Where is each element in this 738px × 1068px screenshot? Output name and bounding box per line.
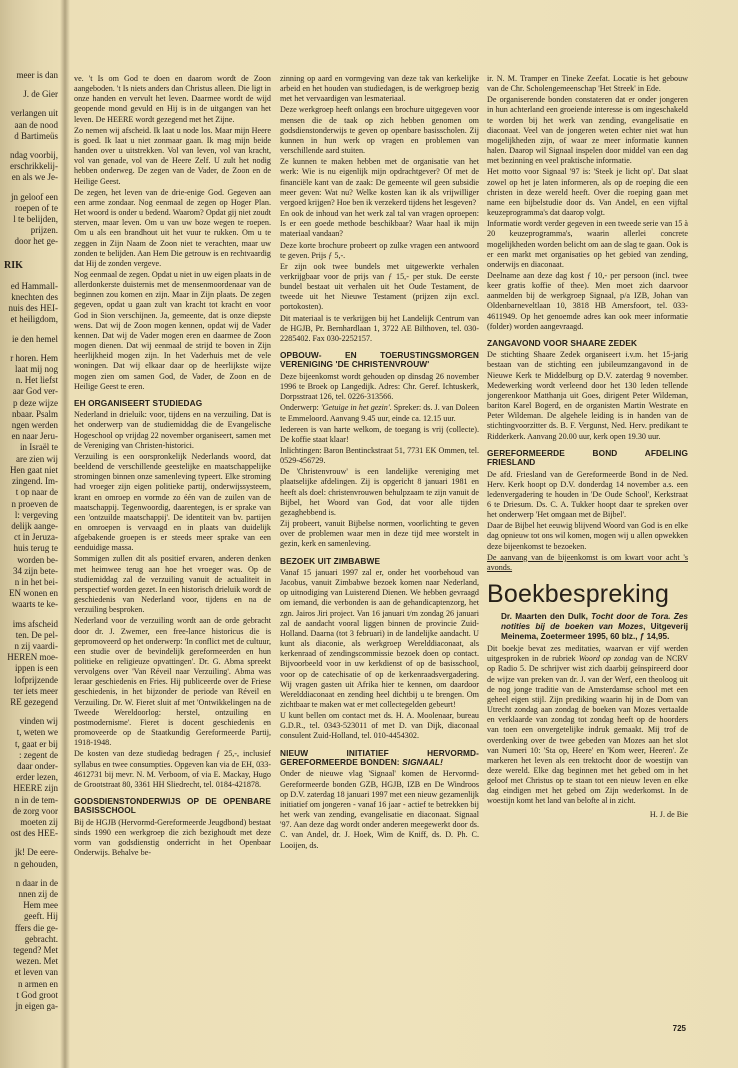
prev-page-line: ed Hammall- (10, 280, 58, 291)
paragraph (280, 403, 479, 423)
paragraph: Informatie wordt verder gegeven in een tweede serie van 15 à 20 keuzeprogramma's, waarin allerlei concrete mogelijkheden worden belicht om aan de slag te gaan. Ook is er een markt met organisaties op het gebied van zending, onderwijs en diaconaat. (487, 219, 688, 269)
paragraph (487, 553, 688, 573)
prev-page-line: ngen werden (11, 420, 58, 431)
author: Dr. Maarten den Dulk, (501, 612, 592, 622)
page-number: 725 (672, 1024, 686, 1033)
book-citation (487, 612, 688, 642)
program-name: Woord op zondag (578, 654, 638, 664)
prev-page-line: erschrikkelij- (10, 161, 58, 172)
prev-page-line: ims afscheid (12, 618, 58, 629)
paragraph: De afd. Friesland van de Gereformeerde Bond in de Ned. Herv. Kerk hoopt op D.V. donderdag 14 november a.s. een ledenvergadering te houden in 'De Oude School', Kerkstraat 6 te Driesum. Ds. C. A. Tukker hoopt daar te spreken over het onderwerp 'Het omgaan met de Bijbel'. (487, 469, 688, 520)
paragraph: ir. N. M. Tramper en Tineke Zeefat. Locatie is het gebouw van de Chr. Scholengemeenschap 'Het Streek' in Ede. (487, 74, 688, 94)
prev-page-line: ten. De pel- (15, 629, 58, 640)
paragraph: Er zijn ook twee bundels met uitgewerkte verhalen verkrijgbaar voor de prijs van ƒ 15,- per stuk. De eerste bundel bestaat uit verhalen uit het Oude Testament, de tweede uit het Nieuwe Testament (prijzen zijn excl. portokosten). (280, 261, 479, 312)
prev-page-line: de zorg voor (12, 805, 58, 816)
prev-page-line: n in het bei- (14, 576, 58, 587)
prev-page-line (0, 839, 62, 847)
prev-page-line (0, 81, 62, 89)
prev-page-line: en als we Je- (11, 172, 58, 183)
prev-page-line: aar God ver- (12, 386, 58, 397)
prev-page-line: ffers die ge- (14, 922, 58, 933)
prev-page-line: l te belijden, (13, 214, 58, 225)
prev-page-line: n in de tem- (14, 794, 58, 805)
paragraph: Deelname aan deze dag kost ƒ 10,- per persoon (incl. twee keer gratis koffie of thee). Men moet zich daarvoor aanmelden bij de werkgroep Signaal, p/a IZB, Johan van Oldenbarneveltlaan 10, 3818 HB Amersfoort, tel. 033-4611949. Op het genoemde adres kan ook meer informatie (folder) worden aangevraagd. (487, 270, 688, 331)
column-2 (280, 74, 479, 852)
prev-page-line: l: vergeving (14, 509, 58, 520)
review-signature: H. J. de Bie (649, 809, 688, 819)
prev-page-line: et heiligdom, (10, 314, 58, 325)
prev-page-line: delijk aange- (11, 520, 58, 531)
prev-page-line: en naar Jeru- (11, 431, 58, 442)
paragraph: Ze kunnen te maken hebben met de organisatie van het werk: Wie is nu eigenlijk mijn opdrachtgever? Of met de financiële kant van de zaak: De gemeente wil geen subsidie meer geven: Wat nu? Welke kosten kan ik als vrijwilliger vergoed krijgen? Hoe ben ik verzekerd tijdens het lesgeven? (280, 157, 479, 207)
prev-page-line: d Bartimeüs (14, 130, 58, 141)
section-heading: GEREFORMEERDE BOND AFDELING FRIESLAND (487, 447, 688, 468)
prev-page-line: lofprijzende (14, 674, 58, 685)
paragraph: De zegen, het leven van de drie-enige God. Gegeven aan een arme zondaar. Nog eenmaal de zegen op Hoger Plan. Het woord is onder u bedend. Waarom? Opdat gij niet zoudt sterven, maar leven. Om u van uw boze wegen te roepen. Om u als een brandhout uit het vuur te rukken. Om u te zeggen in Zijn Naam de Zoon niet te verachten, maar uw zonden te belijden. Aan Hem Die getrouw is en rechtvaardig dat Hij de zonden vergeve. (74, 187, 271, 268)
prev-page-line (0, 184, 62, 192)
paragraph: Nederland in drieluik: voor, tijdens en na verzuiling. Dat is het onderwerp van de studiemiddag die de Evangelische Hogeschool op vrijdag 22 november organiseert, samen met de Vereniging van Christen-historici. (74, 410, 271, 450)
prev-page-line: nbaar. Psalm (12, 408, 58, 419)
prev-page-line: t, weten we (16, 727, 58, 738)
prev-page-line: nnen zij de (18, 889, 58, 899)
prev-page-line: : zegent de (19, 749, 58, 760)
paragraph: Bij de HGJB (Hervormd-Gereformeerde Jeugdbond) bestaat sinds 1990 een werkgroep die zich bezighoudt met deze vorm van godsdienstig onderricht in het Openbaar Onderwijs. Behalve be- (74, 817, 271, 858)
paragraph: De 'Christenvrouw' is een landelijke vereniging met plaatselijke afdelingen. Zij is opgericht 8 januari 1981 en heeft als doel: christenvrouwen behulpzaam te zijn vanuit de Bijbel, het Woord van God, dat voor alle tijden gezaghebbend is. (280, 467, 479, 517)
prev-page-line (0, 870, 62, 878)
prev-page-line: t, gaat er bij (15, 738, 58, 749)
paragraph: Verzuiling is een oorspronkelijk Nederlands woord, dat beeldend de verschillende geestelijke en maatschappelijke stromingen binnen onze samenleving typeert. Elke stroming had vroeger zijn eigen politieke partij, onderwijssysteem, krant en omroep en vormde zo één van de zuilen van de maatschappij. Tegenwoordig, daarentegen, is er sprake van een 'ontzuilde maatschappij'. De identiteit van bv. partijen en omroepen is vervaagd en in plaats van duidelijk afgebakende groepen is er steeds meer sprake van een eenduidige massa. (74, 451, 271, 553)
prev-page-line: n zij vaardi- (14, 640, 58, 651)
paragraph: Iedereen is van harte welkom, de toegang is vrij (collecte). De koffie staat klaar! (280, 424, 479, 444)
prev-page-line: n. Het liefst (15, 375, 58, 386)
paragraph: Deze bijeenkomst wordt gehouden op dinsdag 26 november 1996 te Broek op Langedijk. Adres: Chr. Geref. Ichtuskerk, Dorpsstraat 126, tel. 0226-313566. (280, 371, 479, 402)
text-run: van de NCRV op Radio 5. De schrijver wist zich daarbij geïnspireerd door de wijze van preken van dr. J. van der Werf, een theoloog uit de nog jonge traditie van de Amsterdamse school met een geheel eigen stijl. Zijn prediking waarin hij in de Dom van Utrecht zondag aan zondag de boeken van Mozes vertaalde en verklaarde van zondag tot zondag heeft op de hoorders van toen een onvergetelijke indruk gemaakt. Mij trof de overdenking over de twee gebeden van Mozes aan het slot van Numeri 10: 'Sta op, Heere' en 'Kom weer, Heeren'. Ze markeren het leven als een trektocht door de woestijn van deze wereld. Elke dag beginnen met het gebed om in het geloof met Christus op te staan tot een nieuw leven en elke dag eindigen met het gebed om Zijn wederkomst. In de woestijn komt het land van belofte al in zicht. (487, 654, 688, 806)
section-heading: BEZOEK UIT ZIMBABWE (280, 555, 381, 566)
prev-page-line: jk! De eere- (15, 847, 58, 858)
prev-page-line: worden be- (17, 554, 58, 565)
paragraph: Sommigen zullen dit als positief ervaren, anderen denken met heimwee terug aan hoe het vroeger was. Op de studiemiddag zal de verzuiling vanuit de actualiteit in perspectief worden gezet. In een historisch drieluik wordt de geschiedenis van Nederland voor, tijdens en na de verzuiling besproken. (74, 554, 271, 615)
paragraph: Dit materiaal is te verkrijgen bij het Landelijk Centrum van de HGJB, Pr. Bernhardlaan 1, 3722 AE Bilthoven, tel. 030-2285402. Fax 030-2252157. (280, 313, 479, 343)
prev-page-line (0, 326, 62, 334)
paragraph: Deze korte brochure probeert op zulke vragen een antwoord te geven. Prijs ƒ 5,-. (280, 240, 479, 260)
prev-page-line: ter iets meer (13, 685, 58, 696)
prev-page-line: erder lezen, (16, 772, 58, 783)
prev-page-line: door het ge- (14, 236, 58, 247)
prev-page-line (0, 345, 62, 353)
topic-title: 'Getuige in het gezin' (320, 403, 390, 413)
paragraph: ve. 't Is om God te doen en daarom wordt de Zoon aangeboden. 't Is niets anders dan Christus alleen. Die ligt in onze handen en vervult het leven. Daarmee wordt de wijd geopende mond gevuld en Hij is in de uitgangen van het leven. De HEERE wordt gezegend met het Zijne. (74, 74, 271, 124)
previous-page-fragment (0, 70, 62, 1060)
paragraph: En ook de inhoud van het werk zal tal van vragen oproepen: Is er een goede methode beschikbaar? Waar haal ik mijn materiaal vandaan? (280, 209, 479, 239)
section-heading (280, 749, 479, 768)
prev-page-line: 34 zijn bete- (13, 565, 58, 576)
paragraph: Het motto voor Signaal '97 is: 'Steek je licht op'. Dat slaat zowel op het je laten informeren, als op de roeping die een christen in deze wereld heeft. Over die roeping gaan met name een bijbelstudie door ds. Van Andel, en een vijftal keuzeprogramma's dat daarop volgt. (487, 167, 688, 218)
prev-page-line: HEERE zijn (13, 783, 58, 794)
section-heading: OPBOUW- EN TOERUSTINGSMORGEN VERENIGING 'DE CHRISTENVROUW' (280, 350, 479, 370)
paragraph: Zo nemen wij afscheid. Ik laat u node los. Maar mijn Heere is goed. Ik laat u niet zonmaar gaan. Ik mag mijn beide handen over u uitstrekken. Vol van leven, vol van kracht, vol van genade, vol van de Heere Zelf. U zult het nodig hebben onderweg. De zegen van de Vader, de Zoon en de Heilige Geest. (74, 125, 271, 186)
prev-page-line: t God groot (16, 989, 58, 1000)
prev-page-line: roepen of te (15, 202, 58, 213)
prev-page-line: RIK (4, 259, 23, 271)
paragraph: Onder de nieuwe vlag 'Signaal' komen de Hervormd-Gereformeerde bonden GZB, HGJB, IZB en De Windroos op D.V. zaterdag 18 januari 1997 met een nieuw gezamenlijk initiatief om jongeren - vanaf 16 jaar - actief te betrekken bij het werk van zending, evangelisatie en diaconaat. Signaal '97. Aan deze dag wordt onder anderen meegewerkt door ds. C. van Andel, dr. J. Hoek, Wim de Kniff, ds. D. Ph. C. Looijen, ds. (280, 769, 479, 850)
text-run: Dit boekje bevat zes meditaties, waarvan er vijf werden uitgesproken in de rubriek (487, 644, 688, 664)
prev-page-line: nuis des HEI- (8, 303, 58, 314)
prev-page-line: prijzen. (30, 225, 58, 236)
publisher-info: , Uitgeverij Meinema, Zoetermeer 1995, 60 blz., ƒ 14,95. (501, 622, 688, 642)
section-heading: ZANGAVOND VOOR SHAARE ZEDEK (487, 337, 638, 348)
prev-page-line (0, 708, 62, 716)
prev-page-line: wezen. Met (16, 956, 58, 967)
prev-page-line: n gehouden, (14, 858, 58, 869)
prev-page-line: J. de Gier (23, 89, 58, 100)
paragraph: Nederland voor de verzuiling wordt aan de orde gebracht door dr. J. Zwemer, een free-lance historicus die is gepromoveerd op het onderwerp: 'In conflict met de cultuur, een studie over de bevindelijk gereformeerden en hun politieke en religieuze opvattingen'. Dr. G. Abma spreekt vervolgens over 'Van Réveil naar Verzuiling'. Abma was leraar geschiedenis en Fries. Hij publiceerde over de Friese geschiedenis, in het bijzonder de periode van Réveil en Verzuiling. Dr. W. Fieret sluit af met 'Ontwikkelingen na de Tweede Wereldoorlog: herstel, ontzuiling en postmodernisme'. Fieret is docent geschiedenis en promoveerde op de Staatkundig Gereformeerde Partij, 1918-1948. (74, 616, 271, 748)
prev-page-line: moeten zij (20, 816, 58, 827)
prev-page-line: ndag voorbij, (10, 150, 58, 161)
prev-page-line: jn geloof een (11, 191, 58, 202)
paragraph: De stichting Shaare Zedek organiseert i.v.m. het 15-jarig bestaan van de stichting een jubileumzangavond in de Nieuwe Kerk te Middelburg op D.V. zaterdag 9 november. Medewerking wordt verleend door het 130 leden tellende jongerenkoor Matthanja uit Goes, dirigent Peter Wildeman, bariton Karel Bogerd, en de organisten Martin Westrate en Peter Wildeman. De algehele leiding is in handen van de stichtingvoorzitter ds. B. F. Vergunst, Ned. Herv. predikant te Ridderkerk. Aanvang 20.00 uur, kerk open 19.30 uur. (487, 350, 688, 441)
prev-page-line: et leven van (14, 967, 58, 978)
prev-page-line: geeft. Hij (24, 911, 58, 922)
prev-page-line: RE gezegend (10, 696, 58, 707)
text-run: . Spreker: ds. J. van Doleen te Emmeloord. Aanvang 9.45 uur, einde ca. 12.15 uur. (280, 403, 480, 423)
paragraph: U kunt bellen om contact met ds. H. A. Moolenaar, bureau G.D.R., tel. 0343-523011 of met D. van Dijk, diaconaal consulent Zuid-Holland, tel. 010-4454302. (280, 711, 479, 741)
book-title: Tocht door de Tora. Zes notities bij de boeken van Mozes (501, 612, 688, 632)
prev-page-line: n armen en (18, 978, 58, 989)
prev-page-line: tegend? Met (13, 945, 58, 956)
review-section-title: Boekbespreking (487, 580, 670, 609)
paragraph: Nog eenmaal de zegen. Opdat u niet in uw eigen plaats in de allerdonkerste duisternis met de mensenmoordenaar van de beginnen zou komen en zijn. Maar in Zijn plaats. De zegen gegeven, opdat u gaan zult van kracht tot kracht en voor God in Sion verschijnen. Ja, gemeente, dat is onze diepste wens. Dat wij de Zoon mogen kennen, opdat wij de Vader kennen. Dat wij de Vader mogen eren en daarmee de Zoon mogen dienen. Dat wij eenmaal de strijd te boven in Zijn heerlijkheid mogen zijn. In het Vaderhuis met de vele woningen. Dat wij elkaar daar op de heerlijkste wijze mogen zien om samen God, de Vader, de Zoon en de Heilige Geest te eren. (74, 269, 271, 391)
prev-page-line: Hem mee (23, 900, 58, 911)
prev-page-line: knechten des (11, 292, 58, 303)
prev-page-line: r horen. Hem (10, 352, 58, 363)
prev-page-line: ct in Jeruza- (14, 532, 58, 543)
prev-page-line: daar onder- (16, 760, 58, 771)
prev-page-line: ost des HEE- (10, 828, 58, 839)
text-run: Onderwerp: (280, 403, 321, 413)
prev-page-line: ie den hemel (12, 333, 58, 344)
column-1 (74, 74, 271, 859)
paragraph: zinning op aard en vormgeving van deze tak van kerkelijke arbeid en het houden van studiedagen, is de werkgroep bezig met het vervaardigen van lesmateriaal. (280, 74, 479, 104)
section-heading: EH ORGANISEERT STUDIEDAG (74, 397, 203, 408)
prev-page-line: vinden wij (19, 716, 58, 727)
prev-page-line: verlangen uit (10, 108, 58, 119)
underlined-text: De aanvang van de bijeenkomst is om kwart voor acht 's avonds. (487, 552, 688, 572)
prev-page-line: n daar in de (15, 877, 58, 888)
section-heading: GODSDIENSTONDERWIJS OP DE OPENBARE BASISSCHOOL (74, 796, 271, 816)
prev-page-line: huis terug te (13, 543, 58, 554)
heading-text: NIEUW INITIATIEF HERVORMD-GEREFORMEERDE BONDEN: (280, 747, 479, 767)
prev-page-line: laat mij nog (15, 364, 58, 375)
prev-page-line: p deze wijze (13, 397, 58, 408)
paragraph (487, 644, 688, 807)
paragraph: Daar de Bijbel het eeuwig blijvend Woord van God is en elke dag opnieuw tot ons wil komen, mogen wij u allen opwekken deze bijeenkomst te bezoeken. (487, 521, 688, 551)
paragraph: De kosten van deze studiedag bedragen ƒ 25,-, inclusief syllabus en twee consumpties. Opgeven kan via de EH, 033-4612731 bij mevr. N. M. Verboom, of via E. Mackay, Hugo de Grootstraat 80, 3361 HH Sliedrecht, tel. 0184-421878. (74, 749, 271, 789)
paragraph: Deze werkgroep heeft onlangs een brochure uitgegeven voor mensen die de taak op zich hebben genomen om godsdienstonderwijs te geven op openbare basisscholen. Zij kunnen in hun werk op vragen en problemen van verschillende aard stuiten. (280, 105, 479, 156)
prev-page-line: jn eigen ga- (15, 1001, 58, 1012)
prev-page-line: meer is dan (16, 70, 58, 80)
book-gutter (60, 0, 70, 1068)
prev-page-line: aan de nood (14, 119, 58, 130)
prev-page-line (0, 142, 62, 150)
paragraph: De organiserende bonden constateren dat er onder jongeren in hun achterland een groeiende interesse is om ingeschakeld te worden bij het werk van zending, evangelisatie en diaconaat. Veel van de jongeren weten echter niet wat hun mogelijkheden zijn, of waar ze meer informatie kunnen halen. Daarop wil Signaal inspelen door middel van een dag met bezinning en veel praktische informatie. (487, 95, 688, 166)
prev-page-line: waarts te ke- (12, 599, 58, 610)
prev-page-line (0, 611, 62, 619)
paragraph: Zij probeert, vanuit Bijbelse normen, voorlichting te geven over de problemen waar men in deze tijd mee worstelt in gezin, kerk en samenleving. (280, 519, 479, 549)
prev-page-line: n proeven de (11, 498, 58, 509)
prev-page-line: are zien wij (16, 453, 58, 464)
paragraph: Vanaf 15 januari 1997 zal er, onder het voorbehoud van Jacobus, vanuit Zimbabwe bezoek komen naar Nederland, op uitnodiging van Luisterend Dienen. We hebben gevraagd om iemand, die verbonden is aan de gehandicaptenzorg, het zgn. Jairos Jiri project. Van 16 januari t/m zondag 26 januari zal de aandacht vooral liggen binnen de provincie Zuid-Holland. Daarna (tot 3 februari) in de landelijke aandacht. U kunt als diaconie, als werkgroep Werelddiaconaat, als kerkenraad of zendingscommissie bezoek doen op contact. Bijvoorbeeld voor in uw kerkdienst of op de basisschool, voor op de catechisatie of op de kerkenraadsvergadering. Wij vragen gasten uit Afrika hier te kennen, om daardoor Werelddiaconaat en zending heel dichtbij u te brengen. Om zichtbaar te maken wat er met collectegelden gebeurt! (280, 567, 479, 709)
prev-page-line (0, 248, 62, 256)
paragraph: Inlichtingen: Baron Bentinckstraat 51, 7731 EK Ommen, tel. 0529-456729. (280, 445, 479, 466)
prev-page-line (0, 273, 62, 281)
prev-page-line: in Israël te (20, 442, 58, 453)
prev-page-line: zingend. Im- (12, 476, 58, 487)
heading-emphasis: SIGNAAL! (402, 757, 443, 767)
prev-page-line: t op naar de (15, 487, 58, 498)
prev-page-line: HEREN moe- (7, 652, 58, 663)
prev-page-line: gebracht. (24, 933, 58, 944)
column-3 (487, 74, 688, 821)
prev-page-line: ippen is een (15, 663, 58, 674)
prev-page-line (0, 100, 62, 108)
prev-page-line: EN wonen en (9, 588, 58, 599)
prev-page-line: Hen gaat niet (10, 464, 58, 475)
